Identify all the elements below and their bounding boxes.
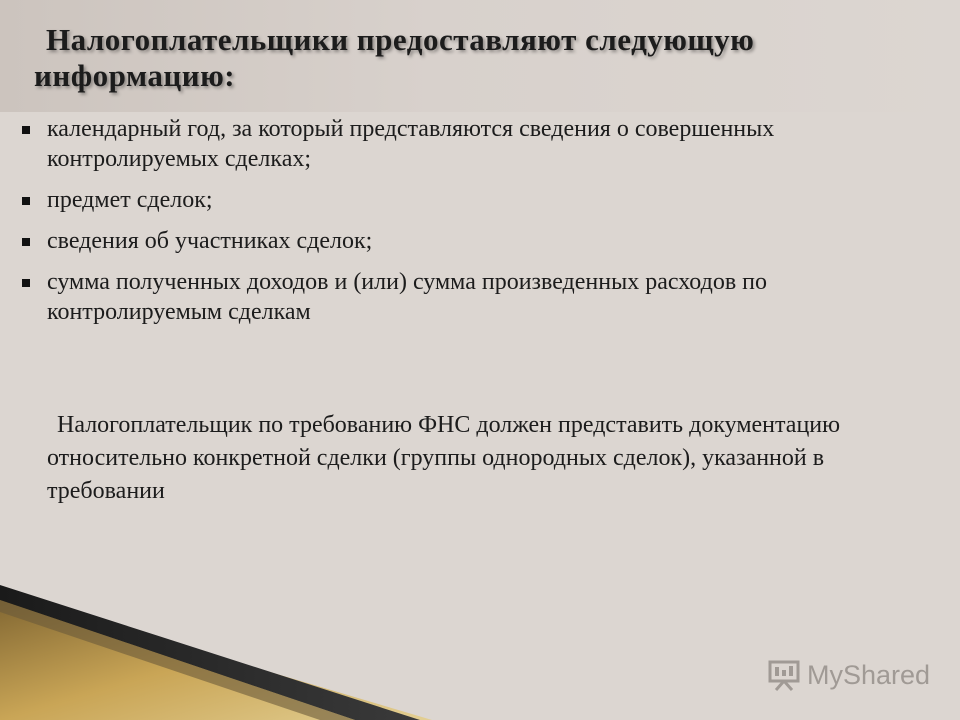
watermark-logo (767, 655, 930, 695)
body-paragraph: Налогоплательщик по требованию ФНС должен представить документацию относительно конкретной сделки (группы однородных сделок), указанной в требовании (47, 412, 841, 504)
bullet-text: сведения об участниках сделок; (47, 228, 373, 254)
bullet-text: предмет сделок; (47, 187, 213, 213)
presentation-board-icon (767, 658, 801, 692)
slide-title-line-2: информацию: (34, 58, 236, 93)
bullet-text: сумма полученных доходов и (или) сумма произведенных расходов по контролируемым сделкам (47, 269, 767, 325)
watermark-text: MyShared (807, 659, 931, 690)
slide-title-line-1: Налогоплательщики предоставляют следующую (46, 22, 755, 57)
bullet-text: календарный год, за который представляются сведения о совершенных контролируемых сделках; (47, 116, 775, 172)
